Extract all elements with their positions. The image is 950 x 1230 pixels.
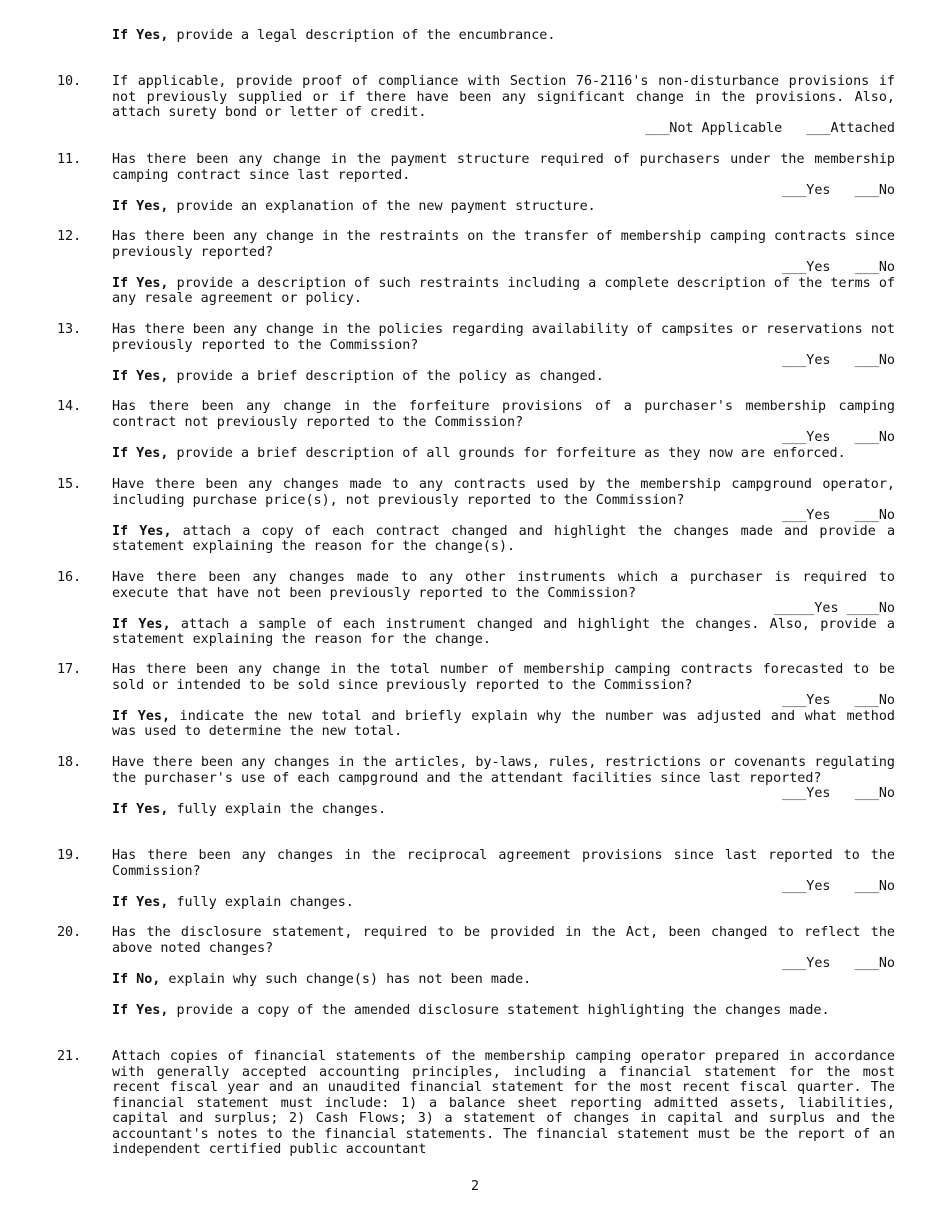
item-followup <box>112 895 895 911</box>
item-number: 13. <box>57 322 82 337</box>
item-question: Have there been any changes made to any other instruments which a purchaser is required to execute that have not been previously reported to the Commission? <box>112 570 895 601</box>
item-question: Has the disclosure statement, required to be provided in the Act, been changed to reflect the above noted changes? <box>112 925 895 956</box>
item-question: Has there been any change in the policies regarding availability of campsites or reservations not previously reported to the Commission? <box>112 322 895 353</box>
item-followup <box>112 446 895 462</box>
followup-text: explain why such change(s) has not been made. <box>160 971 532 987</box>
item-followup-2 <box>112 1003 895 1019</box>
item-followup <box>112 709 895 740</box>
item-followup <box>112 199 895 215</box>
item-number: 16. <box>57 570 82 585</box>
followup-lead: If Yes, <box>112 198 169 214</box>
answer-options: ___Yes ___No <box>782 260 895 275</box>
item-11 <box>57 152 895 214</box>
followup-text: attach a sample of each instrument changed and highlight the changes. Also, provide a statement explaining the reason for the change. <box>112 616 895 647</box>
followup-text: attach a copy of each contract changed and highlight the changes made and provide a statement explaining the reason for the change(s). <box>112 523 896 554</box>
answer-options: ___Yes ___No <box>782 508 895 523</box>
item-13 <box>57 322 895 384</box>
item-14 <box>57 399 895 461</box>
item-followup <box>112 617 895 648</box>
item-question: If applicable, provide proof of compliance with Section 76-2116's non-disturbance provisions if not previously supplied or if there have been any significant change in the provisions. Also, attach surety bond or letter of credit. <box>112 74 895 120</box>
followup-lead: If Yes, <box>112 275 169 291</box>
followup-lead: If Yes, <box>112 1002 169 1018</box>
answer-options: ___Not Applicable ___Attached <box>645 120 895 136</box>
item-number: 18. <box>57 755 82 770</box>
answer-options: ___Yes ___No <box>782 956 895 971</box>
item-question: Has there been any change in the payment structure required of purchasers under the membership camping contract since last reported. <box>112 152 895 183</box>
item-followup <box>112 802 895 818</box>
item-followup <box>112 524 895 555</box>
item-question: Has there been any change in the restraints on the transfer of membership camping contracts since previously reported? <box>112 229 895 260</box>
answer-options: ___Yes ___No <box>782 183 895 198</box>
answer-options: ___Yes ___No <box>782 693 895 708</box>
followup-lead: If Yes, <box>112 523 172 539</box>
followup-lead: If Yes, <box>112 445 169 461</box>
answer-options: ___Yes ___No <box>782 353 895 368</box>
followup-lead: If No, <box>112 971 161 987</box>
item-number: 19. <box>57 848 82 863</box>
item-10 <box>57 74 895 136</box>
followup-text: provide a brief description of all grounds for forfeiture as they now are enforced. <box>168 445 846 461</box>
item-followup <box>112 972 895 988</box>
item-18 <box>57 755 895 817</box>
item-12 <box>57 229 895 307</box>
followup-text: provide a description of such restraints including a complete description of the terms of any resale agreement or policy. <box>112 275 895 306</box>
item-question: Have there been any changes in the articles, by-laws, rules, restrictions or covenants regulating the purchaser's use of each campground and the attendant facilities since last reported? <box>112 755 895 786</box>
intro-line <box>112 28 895 44</box>
answer-options: _____Yes ____No <box>774 601 895 616</box>
followup-text: provide a copy of the amended disclosure statement highlighting the changes made. <box>168 1002 830 1018</box>
item-20 <box>57 925 895 1018</box>
item-21 <box>57 1049 895 1158</box>
followup-text: fully explain changes. <box>168 894 354 910</box>
item-followup <box>112 369 895 385</box>
followup-text: indicate the new total and briefly explain why the number was adjusted and what method was used to determine the new total. <box>112 708 895 739</box>
followup-lead: If Yes, <box>112 801 169 817</box>
item-17 <box>57 662 895 740</box>
followup-lead: If Yes, <box>112 368 169 384</box>
followup-text: provide a brief description of the policy as changed. <box>168 368 604 384</box>
followup-text: fully explain the changes. <box>168 801 387 817</box>
followup-text: provide an explanation of the new payment structure. <box>168 198 596 214</box>
item-16 <box>57 570 895 648</box>
item-15 <box>57 477 895 555</box>
item-number: 15. <box>57 477 82 492</box>
followup-lead: If Yes, <box>112 894 169 910</box>
item-question: Have there been any changes made to any contracts used by the membership campground operator, including purchase price(s), not previously reported to the Commission? <box>112 477 895 508</box>
item-number: 10. <box>57 74 82 89</box>
followup-lead: If Yes, <box>112 708 171 724</box>
item-question: Attach copies of financial statements of the membership camping operator prepared in accordance with generally accepted accounting principles, including a financial statement for the most recent fiscal year and an unaudited financial statement for the most recent fiscal quarter. The financial statement must include: 1) a balance sheet reporting admitted assets, liabilities, capital and surplus; 2) Cash Flows; 3) a statement of changes in capital and surplus and the accountant's notes to the financial statements. The financial statement must be the report of an independent certified public accountant <box>112 1049 895 1157</box>
followup-lead: If Yes, <box>112 616 171 632</box>
item-question: Has there been any change in the forfeiture provisions of a purchaser's membership camping contract not previously reported to the Commission? <box>112 399 895 430</box>
item-question: Has there been any changes in the reciprocal agreement provisions since last reported to the Commission? <box>112 848 895 879</box>
item-question: Has there been any change in the total number of membership camping contracts forecasted to be sold or intended to be sold since previously reported to the Commission? <box>112 662 895 693</box>
answer-options: ___Yes ___No <box>782 430 895 445</box>
item-number: 21. <box>57 1049 82 1064</box>
item-number: 14. <box>57 399 82 414</box>
item-number: 17. <box>57 662 82 677</box>
intro-text: provide a legal description of the encumbrance. <box>168 28 556 43</box>
answer-options: ___Yes ___No <box>782 879 895 894</box>
answer-options: ___Yes ___No <box>782 786 895 801</box>
item-number: 11. <box>57 152 82 167</box>
item-followup <box>112 276 895 307</box>
item-number: 20. <box>57 925 82 940</box>
intro-lead: If Yes, <box>112 28 169 43</box>
page-number: 2 <box>470 1179 480 1194</box>
item-number: 12. <box>57 229 82 244</box>
item-19 <box>57 848 895 910</box>
